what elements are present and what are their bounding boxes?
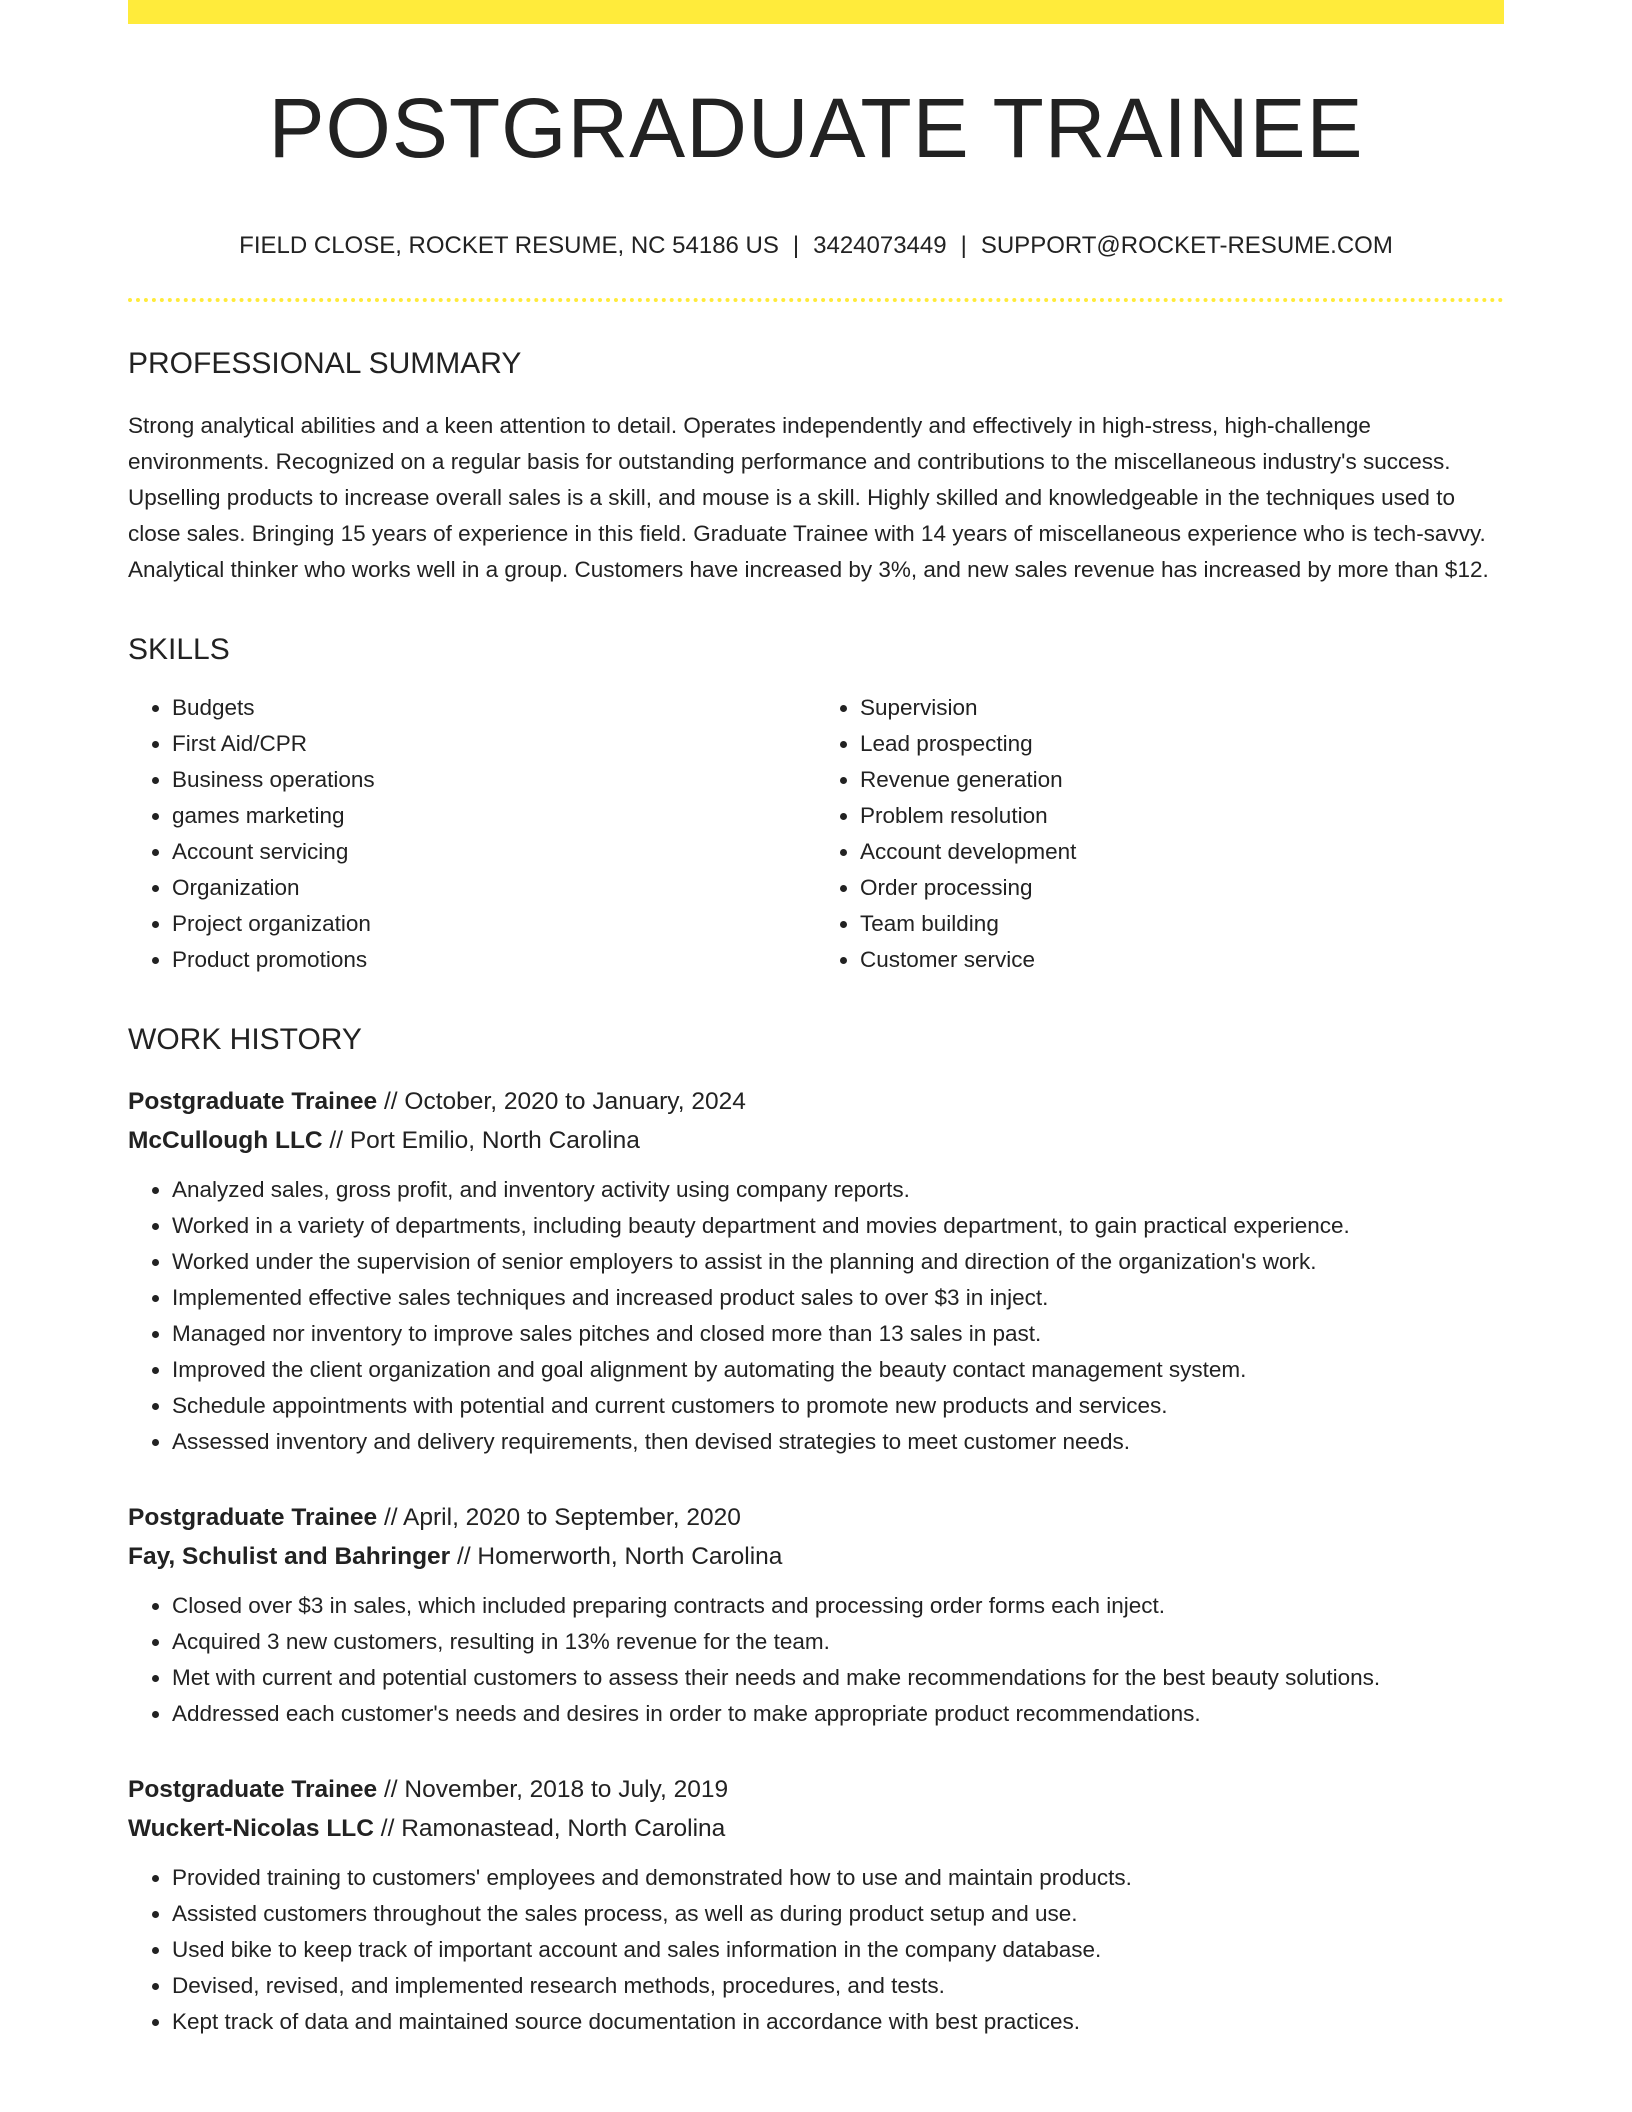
contact-separator: | xyxy=(960,232,967,260)
duty-item: • Provided training to customers' employees and demonstrated how to use and maintain products. xyxy=(172,1860,1504,1896)
duty-item: • Assisted customers throughout the sales process, as well as during product setup and use. xyxy=(172,1896,1504,1932)
job-duties xyxy=(128,1588,1504,1732)
skill-item: • Order processing xyxy=(860,870,1504,906)
skill-item: • games marketing xyxy=(172,798,816,834)
job-title-line xyxy=(128,1082,1504,1121)
duty-item: • Worked under the supervision of senior employers to assist in the planning and direction of the organization's work. xyxy=(172,1244,1504,1280)
skill-item: • Account development xyxy=(860,834,1504,870)
duty-item: • Worked in a variety of departments, including beauty department and movies department, to gain practical experience. xyxy=(172,1208,1504,1244)
job-company: McCullough LLC xyxy=(128,1126,323,1154)
skill-item: • Revenue generation xyxy=(860,762,1504,798)
job-title-line xyxy=(128,1770,1504,1809)
duty-item: • Analyzed sales, gross profit, and inventory activity using company reports. xyxy=(172,1172,1504,1208)
job-company-line xyxy=(128,1537,1504,1576)
header-divider xyxy=(128,298,1504,302)
skills-right-list xyxy=(816,690,1504,978)
duty-item: • Managed nor inventory to improve sales pitches and closed more than 13 sales in past. xyxy=(172,1316,1504,1352)
job-dates: // October, 2020 to January, 2024 xyxy=(383,1087,746,1115)
job-title: Postgraduate Trainee xyxy=(128,1775,378,1803)
duty-item: • Kept track of data and maintained source documentation in accordance with best practices. xyxy=(172,2004,1504,2040)
contact-line xyxy=(128,230,1504,261)
duty-item: • Met with current and potential customers to assess their needs and make recommendations for the best beauty solutions. xyxy=(172,1660,1504,1696)
skills-heading: SKILLS xyxy=(128,632,230,666)
job-entry xyxy=(128,1770,1504,2040)
job-dates: // November, 2018 to July, 2019 xyxy=(383,1775,729,1803)
duty-item: • Schedule appointments with potential and current customers to promote new products and services. xyxy=(172,1388,1504,1424)
duty-item: • Addressed each customer's needs and desires in order to make appropriate product recommendations. xyxy=(172,1696,1504,1732)
contact-separator: | xyxy=(792,232,800,260)
duty-item: • Assessed inventory and delivery requirements, then devised strategies to meet customer needs. xyxy=(172,1424,1504,1460)
skill-item: • Project organization xyxy=(172,906,816,942)
job-title-line xyxy=(128,1498,1504,1537)
summary-text: Strong analytical abilities and a keen attention to detail. Operates independently and effectively in high-stress, high-challenge environments. Recognized on a regular basis for outstanding performance and contributions to the miscellaneous industry's success. Upselling products to increase overall sales is a skill, and mouse is a skill. Highly skilled and knowledgeable in the techniques used to close sales. Bringing 15 years of experience in this field. Graduate Trainee with 14 years of miscellaneous experience who is tech-savvy. Analytical thinker who works well in a group. Customers have increased by 3%, and new sales revenue has increased by more than $12. xyxy=(128,412,1489,582)
duty-item: • Devised, revised, and implemented research methods, procedures, and tests. xyxy=(172,1968,1504,2004)
contact-address: FIELD CLOSE, ROCKET RESUME, NC 54186 US xyxy=(239,232,779,260)
job-company: Wuckert-Nicolas LLC xyxy=(128,1814,374,1842)
resume-page xyxy=(128,0,1504,2040)
duty-item: • Acquired 3 new customers, resulting in 13% revenue for the team. xyxy=(172,1624,1504,1660)
job-location: // Homerworth, North Carolina xyxy=(457,1542,783,1570)
job-entry xyxy=(128,1082,1504,1460)
contact-email: SUPPORT@ROCKET-RESUME.COM xyxy=(980,232,1393,260)
job-title: Postgraduate Trainee xyxy=(128,1503,378,1531)
skills-grid xyxy=(128,690,1504,978)
skill-item: • Business operations xyxy=(172,762,816,798)
skill-item: • Problem resolution xyxy=(860,798,1504,834)
job-duties xyxy=(128,1172,1504,1460)
job-duties xyxy=(128,1860,1504,2040)
skill-item: • Product promotions xyxy=(172,942,816,978)
skill-item: • Lead prospecting xyxy=(860,726,1504,762)
skill-item: • Supervision xyxy=(860,690,1504,726)
work-history-heading: WORK HISTORY xyxy=(128,1022,362,1056)
skill-item: • Team building xyxy=(860,906,1504,942)
job-dates: // April, 2020 to September, 2020 xyxy=(383,1503,741,1531)
job-company-line xyxy=(128,1809,1504,1848)
job-title: Postgraduate Trainee xyxy=(128,1087,378,1115)
duty-item: • Implemented effective sales techniques and increased product sales to over $3 in inject. xyxy=(172,1280,1504,1316)
skill-item: • Organization xyxy=(172,870,816,906)
job-company-line xyxy=(128,1121,1504,1160)
summary-heading: PROFESSIONAL SUMMARY xyxy=(128,346,522,380)
duty-item: • Improved the client organization and goal alignment by automating the beauty contact management system. xyxy=(172,1352,1504,1388)
accent-bar xyxy=(128,0,1504,24)
job-company: Fay, Schulist and Bahringer xyxy=(128,1542,451,1570)
duty-item: • Closed over $3 in sales, which included preparing contracts and processing order forms each inject. xyxy=(172,1588,1504,1624)
duty-item: • Used bike to keep track of important account and sales information in the company database. xyxy=(172,1932,1504,1968)
skills-left-list xyxy=(128,690,816,978)
job-location: // Port Emilio, North Carolina xyxy=(329,1126,640,1154)
skill-item: • Account servicing xyxy=(172,834,816,870)
job-entry xyxy=(128,1498,1504,1732)
skill-item: • Budgets xyxy=(172,690,816,726)
contact-phone: 3424073449 xyxy=(813,232,947,260)
candidate-name: POSTGRADUATE TRAINEE xyxy=(268,81,1364,175)
skill-item: • First Aid/CPR xyxy=(172,726,816,762)
job-location: // Ramonastead, North Carolina xyxy=(380,1814,726,1842)
skill-item: • Customer service xyxy=(860,942,1504,978)
